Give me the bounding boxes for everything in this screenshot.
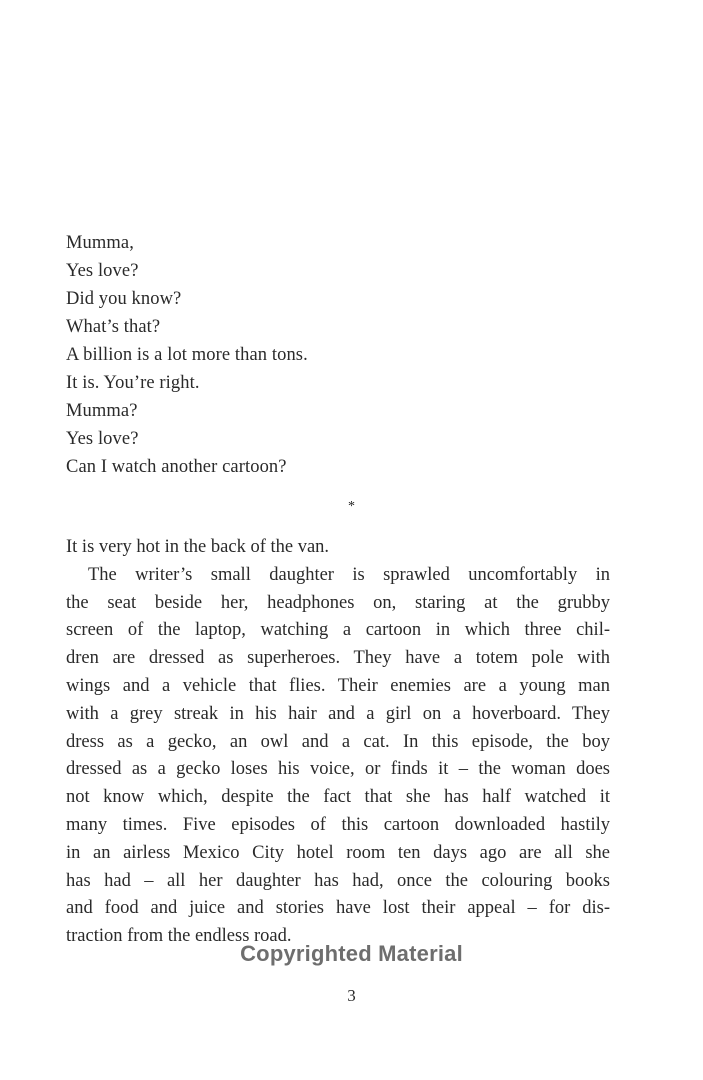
dialogue-line: Can I watch another cartoon? — [66, 457, 287, 477]
paragraph-line: has had – all her daughter has had, once the colouring books — [66, 870, 610, 891]
copyright-watermark: Copyrighted Material — [240, 941, 463, 966]
paragraph-line: the seat beside her, headphones on, staring at the grubby — [66, 592, 610, 613]
paragraph-line: dren are dressed as superheroes. They have a totem pole with — [66, 648, 610, 669]
paragraph-line: and food and juice and stories have lost their appeal – for dis- — [66, 898, 610, 919]
paragraph-line: dress as a gecko, an owl and a cat. In this episode, the boy — [66, 731, 610, 752]
paragraph-line: screen of the laptop, watching a cartoon in which three chil- — [66, 620, 610, 641]
paragraph-line: in an airless Mexico City hotel room ten days ago are all she — [66, 842, 610, 863]
dialogue-line: What’s that? — [66, 317, 161, 337]
prose-block — [66, 534, 610, 951]
dialogue-line: It is. You’re right. — [66, 373, 200, 393]
paragraph-line: with a grey streak in his hair and a girl on a hoverboard. They — [66, 703, 610, 724]
paragraph-line: dressed as a gecko loses his voice, or finds it – the woman does — [66, 759, 610, 780]
first-paragraph: It is very hot in the back of the van. — [66, 537, 330, 557]
page-number: 3 — [347, 986, 356, 1005]
paragraph-line: not know which, despite the fact that she has half watched it — [66, 787, 610, 808]
paragraph-line: many times. Five episodes of this cartoon downloaded hastily — [66, 814, 610, 835]
dialogue-block — [66, 229, 626, 481]
dialogue-line: Yes love? — [66, 429, 139, 449]
paragraph-line: traction from the endless road. — [66, 926, 292, 947]
dialogue-line: Yes love? — [66, 261, 139, 281]
paragraph-line: wings and a vehicle that flies. Their enemies are a young man — [66, 675, 610, 696]
paragraph-line: The writer’s small daughter is sprawled uncomfortably in — [88, 564, 610, 585]
dialogue-line: A billion is a lot more than tons. — [66, 345, 308, 365]
section-separator: * — [348, 499, 355, 514]
dialogue-line: Did you know? — [66, 289, 182, 309]
dialogue-line: Mumma? — [66, 401, 138, 421]
dialogue-line: Mumma, — [66, 233, 134, 253]
